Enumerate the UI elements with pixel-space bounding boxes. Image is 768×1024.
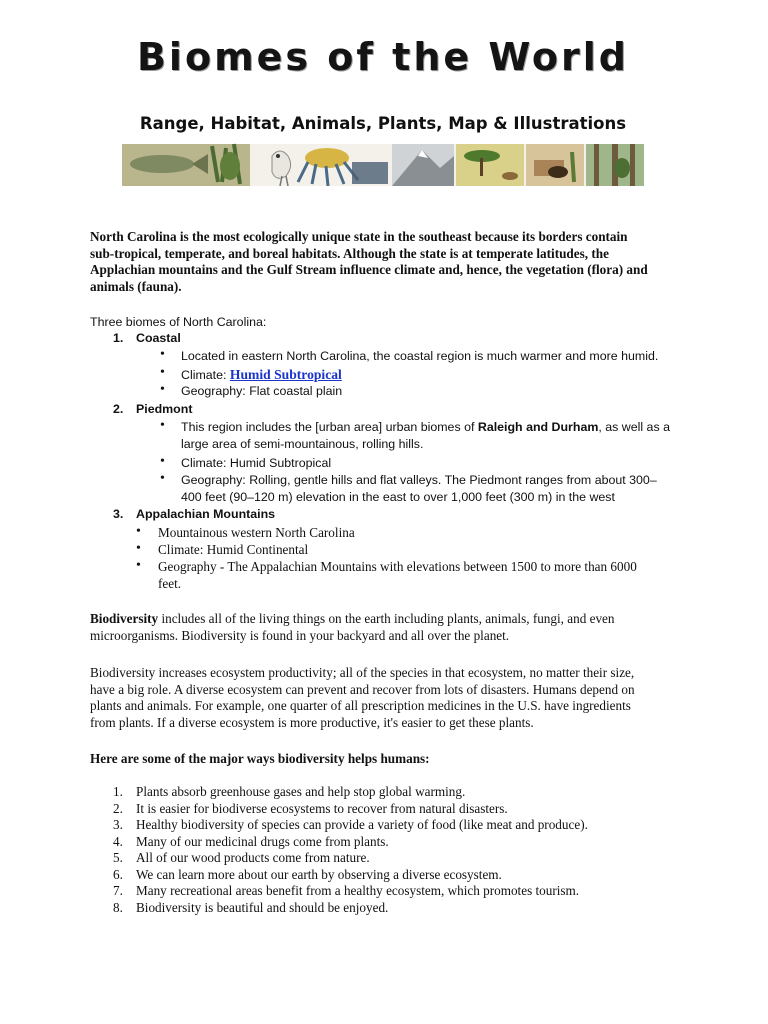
biome-title: Coastal <box>136 331 181 345</box>
paragraph-text: includes all of the living things on the earth including plants, animals, fungi, and even <box>158 611 615 626</box>
savanna-illustration <box>456 144 524 186</box>
list-item: It is easier for biodiverse ecosystems to recover from natural disasters. <box>136 800 508 816</box>
ways-heading: Here are some of the major ways biodiversity helps humans: <box>90 751 430 766</box>
list-number: 2. <box>113 800 123 816</box>
banner-illustrations <box>122 142 644 186</box>
detail-text: , as well as a <box>598 420 670 434</box>
bullet-icon: • <box>160 347 165 362</box>
list-item: Biodiversity is beautiful and should be enjoyed. <box>136 899 389 915</box>
list-number: 1. <box>113 331 124 345</box>
paragraph-line: from plants. If a diverse ecosystem is more productive, it's easier to get these plants. <box>90 714 534 730</box>
list-item: Healthy biodiversity of species can provide a variety of food (like meat and produce). <box>136 817 588 832</box>
desert-illustration <box>526 144 584 186</box>
bullet-icon: • <box>160 418 165 433</box>
list-item: Many recreational areas benefit from a healthy ecosystem, which promotes tourism. <box>136 883 580 898</box>
biome-detail: Geography - The Appalachian Mountains with elevations between 1500 to more than 6000 <box>158 559 637 574</box>
list-number: 6. <box>113 866 123 882</box>
bullet-icon: • <box>160 382 165 397</box>
list-item: We can learn more about our earth by observing a diverse ecosystem. <box>136 866 502 882</box>
bullet-icon: • <box>160 454 165 469</box>
biodiversity-term: Biodiversity <box>90 611 159 626</box>
list-number: 8. <box>113 899 123 915</box>
bullet-icon: • <box>136 541 141 556</box>
intro-line: North Carolina is the most ecologically unique state in the southeast because its borders contain <box>90 229 628 244</box>
list-number: 3. <box>113 817 123 832</box>
biome-detail-cont: large area of semi-mountainous, rolling hills. <box>181 437 424 451</box>
paragraph-line: Biodiversity increases ecosystem productivity; all of the species in that ecosystem, no matter their size, <box>90 665 635 680</box>
climate-label: Climate: <box>181 368 230 382</box>
biome-detail: Located in eastern North Carolina, the coastal region is much warmer and more humid. <box>181 349 659 363</box>
mountain-illustration <box>392 144 454 186</box>
list-number: 4. <box>113 833 123 849</box>
biome-detail-cont: 400 feet (90–120 m) elevation in the east to over 1,000 feet (300 m) in the west <box>181 490 615 504</box>
forest-illustration <box>586 144 644 186</box>
biome-detail: Climate: Humid Subtropical <box>181 456 332 470</box>
fish-illustration <box>122 144 250 186</box>
paragraph-line: have a big role. A diverse ecosystem can prevent and recover from lots of disasters. Humans depend on <box>90 681 635 697</box>
intro-line: Applachian mountains and the Gulf Stream influence climate and, hence, the vegetation (flora) and <box>90 262 648 277</box>
bullet-icon: • <box>136 524 141 539</box>
bullet-icon: • <box>136 558 141 573</box>
biome-detail: Climate: Humid Continental <box>158 542 309 557</box>
banner-subtitle: Range, Habitat, Animals, Plants, Map & Illustrations <box>139 114 627 133</box>
list-number: 2. <box>113 402 124 416</box>
list-item: All of our wood products come from nature. <box>136 850 370 865</box>
biome-title: Piedmont <box>136 402 193 416</box>
list-number: 5. <box>113 850 123 865</box>
biomes-heading: Three biomes of North Carolina: <box>90 315 267 329</box>
biome-title: Appalachian Mountains <box>136 507 276 521</box>
biome-detail: Mountainous western North Carolina <box>158 525 355 540</box>
paragraph-line <box>90 611 614 627</box>
list-item: Many of our medicinal drugs come from plants. <box>136 833 389 849</box>
banner <box>122 36 644 154</box>
intro-line: animals (fauna). <box>90 278 182 294</box>
list-number: 7. <box>113 883 123 898</box>
list-item: Plants absorb greenhouse gases and help stop global warming. <box>136 784 466 799</box>
biome-detail: Geography: Flat coastal plain <box>181 384 343 398</box>
intro-line: sub-tropical, temperate, and boreal habitats. Although the state is at temperate latitudes, the <box>90 245 609 261</box>
banner-title: Biomes of the World <box>136 35 630 79</box>
paragraph-line: plants and animals. For example, one quarter of all prescription medicines in the U.S. have ingredients <box>90 698 631 713</box>
biome-detail-cont: feet. <box>158 576 182 591</box>
paragraph-line: microorganisms. Biodiversity is found in your backyard and all over the planet. <box>90 628 510 643</box>
biome-detail: Geography: Rolling, gentle hills and flat valleys. The Piedmont ranges from about 300– <box>181 473 657 487</box>
bullet-icon: • <box>160 471 165 486</box>
biome-detail <box>181 420 670 434</box>
list-number: 1. <box>113 784 123 799</box>
city-names: Raleigh and Durham <box>477 420 599 434</box>
humid-subtropical-link[interactable]: Humid Subtropical <box>229 367 342 382</box>
biome-detail <box>181 367 342 383</box>
detail-text: This region includes the [urban area] urban biomes of <box>181 420 478 434</box>
bullet-icon: • <box>160 365 165 380</box>
list-number: 3. <box>113 507 124 521</box>
